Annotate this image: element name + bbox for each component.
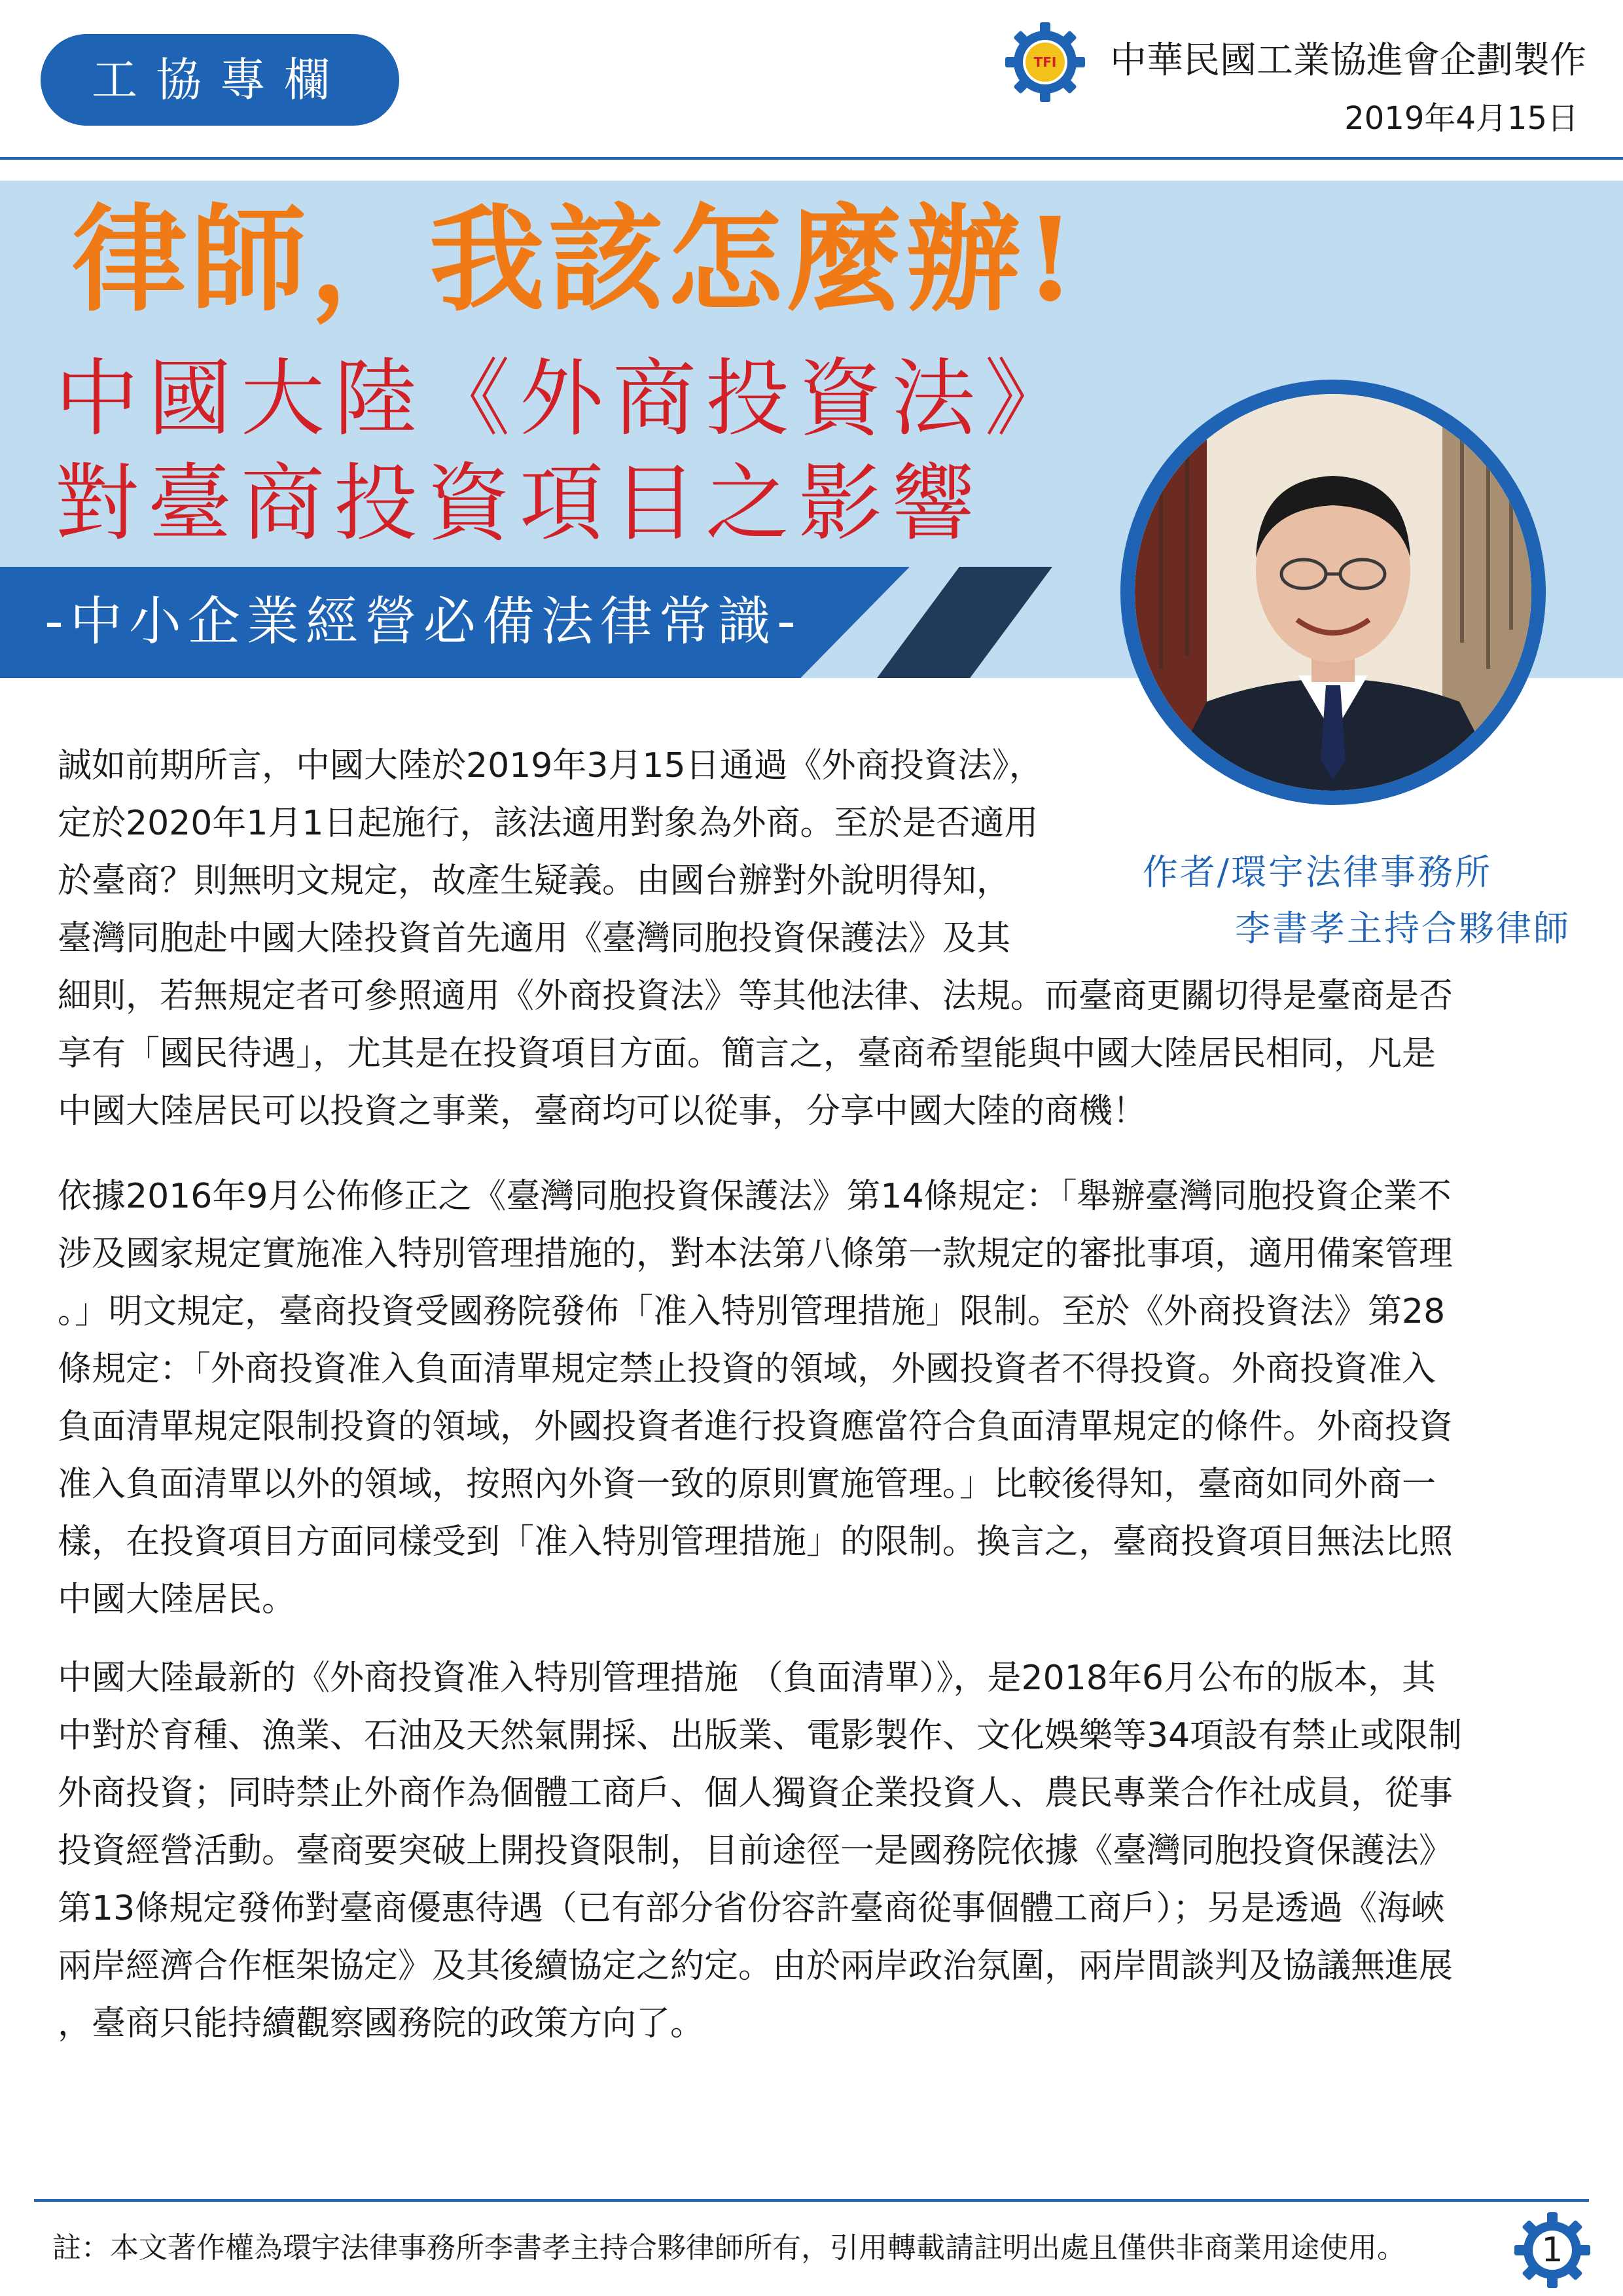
text-line: 負面清單規定限制投資的領域，外國投資者進行投資應當符合負面清單規定的條件。外商投資 [58,1407,1454,1446]
headline: 律師，我該怎麼辦! [72,192,1080,327]
title-line-1: 中國大陸《外商投資法》 [55,350,1078,448]
page-number: 1 [1541,2231,1563,2270]
portrait-illustration [1135,394,1531,791]
text-line: 細則，若無規定者可參照適用《外商投資法》等其他法律、法規。而臺商更關切得是臺商是否 [58,977,1454,1016]
text-line: 投資經營活動。臺商要突破上開投資限制，目前途徑一是國務院依據《臺灣同胞投資保護法》 [58,1831,1454,1871]
author-line-2: 李書孝主持合夥律師 [1235,908,1571,949]
text-line: 中對於育種、漁業、石油及天然氣開採、出版業、電影製作、文化娛樂等34項設有禁止或限制 [58,1716,1463,1755]
org-name: 中華民國工業協進會企劃製作 [1110,39,1586,82]
text-line: 涉及國家規定實施准入特別管理措施的，對本法第八條第一款規定的審批事項，適用備案管理 [58,1234,1454,1274]
text-line: 樣，在投資項目方面同樣受到「准入特別管理措施」的限制。換言之，臺商投資項目無法比照 [58,1522,1454,1562]
text-line: 臺灣同胞赴中國大陸投資首先適用《臺灣同胞投資保護法》及其 [58,919,1011,958]
header-divider [0,157,1623,160]
text-line: ，臺商只能持續觀察國務院的政策方向了。 [58,2004,705,2043]
text-line: 外商投資；同時禁止外商作為個體工商戶、個人獨資企業投資人、農民專業合作社成員，從事 [58,1774,1454,1813]
paragraph-2 [58,1168,1453,1628]
text-line: 條規定：「外商投資准入負面清單規定禁止投資的領域，外國投資者不得投資。外商投資准入 [58,1350,1436,1389]
footer-divider [34,2199,1589,2202]
text-line: 第13條規定發佈對臺商優惠待遇（已有部分省份容許臺商從事個體工商戶）；另是透過《海峽 [58,1889,1446,1928]
text-line: 中國大陸最新的《外商投資准入特別管理措施 （負面清單）》，是2018年6月公布的版本，其 [58,1659,1436,1698]
text-line: 誠如前期所言，中國大陸於2019年3月15日通過《外商投資法》， [58,746,1043,785]
text-line: 依據2016年9月公佈修正之《臺灣同胞投資保護法》第14條規定：「舉辦臺灣同胞投資企業不 [58,1177,1452,1216]
copyright-note: 註：本文著作權為環宇法律事務所李書孝主持合夥律師所有，引用轉載請註明出處且僅供非商業用途使用。 [52,2231,1406,2265]
column-label: 工協專欄 [41,34,399,126]
subtitle: -中小企業經營必備法律常識- [45,591,802,652]
text-line: 定於2020年1月1日起施行，該法適用對象為外商。至於是否適用 [58,804,1039,843]
publish-date: 2019年4月15日 [1344,100,1578,137]
text-line: 於臺商？則無明文規定，故產生疑義。由國台辦對外說明得知， [58,861,1011,901]
logo-text: TFI [1033,54,1057,70]
author-portrait [1135,394,1531,791]
text-line: 中國大陸居民可以投資之事業，臺商均可以從事，分享中國大陸的商機！ [58,1092,1147,1131]
paragraph-3 [58,1649,1462,2053]
text-line: 。」明文規定，臺商投資受國務院發佈「准入特別管理措施」限制。至於《外商投資法》第28 [58,1292,1446,1331]
text-line: 中國大陸居民。 [58,1580,296,1619]
author-line-1: 作者/環宇法律事務所 [1142,852,1492,893]
text-line: 享有「國民待遇」，尤其是在投資項目方面。簡言之，臺商希望能與中國大陸居民相同，凡是 [58,1034,1436,1073]
paragraph-1 [58,737,1453,1140]
text-line: 兩岸經濟合作框架協定》及其後續協定之約定。由於兩岸政治氛圍，兩岸間談判及協議無進展 [58,1946,1454,1986]
text-line: 准入負面清單以外的領域，按照內外資一致的原則實施管理。」比較後得知，臺商如同外商一 [58,1465,1436,1504]
gear-logo-icon [1003,20,1088,105]
title-line-2: 對臺商投資項目之影響 [55,455,985,552]
